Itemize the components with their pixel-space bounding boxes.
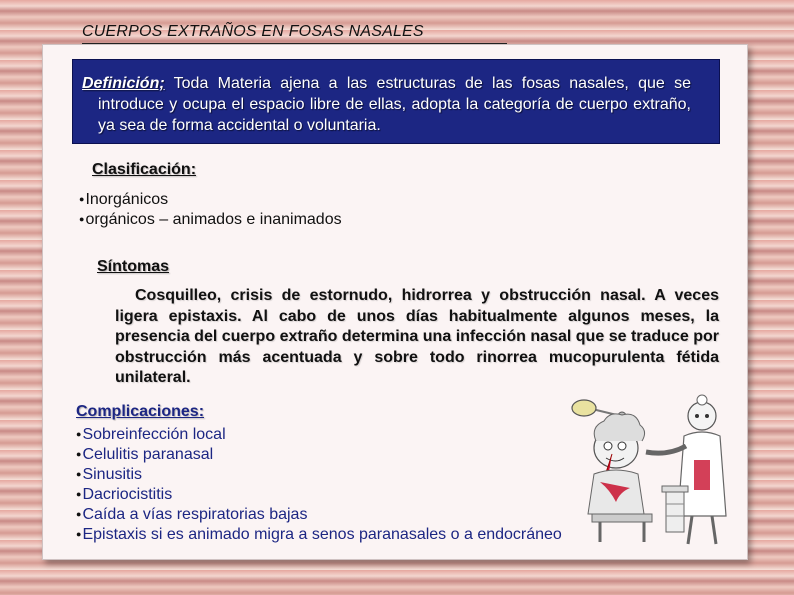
instrument-tray-icon	[662, 486, 688, 532]
patient-figure	[588, 414, 652, 542]
bullet-icon: ●	[76, 469, 82, 479]
list-item: ●Sinusitis	[76, 466, 143, 483]
complicaciones-list	[76, 424, 562, 544]
clasificacion-list	[79, 189, 342, 229]
list-item: ●orgánicos – animados e inanimados	[79, 211, 342, 228]
bullet-icon: ●	[79, 214, 85, 224]
list-item: ●Celulitis paranasal	[76, 446, 214, 463]
definition-label: Definición;	[82, 75, 165, 92]
list-item: ●Caída a vías respiratorias bajas	[76, 506, 308, 523]
clasificacion-heading: Clasificación:	[92, 161, 197, 178]
list-item: ●Dacriocistitis	[76, 486, 173, 503]
bullet-icon: ●	[76, 529, 82, 539]
definition-box	[72, 59, 720, 144]
bullet-icon: ●	[76, 509, 82, 519]
list-item: ●Inorgánicos	[79, 191, 169, 208]
doctor-patient-illustration	[566, 386, 738, 552]
slide-title: CUERPOS EXTRAÑOS EN FOSAS NASALES	[82, 23, 507, 45]
list-item: ●Sobreinfección local	[76, 426, 226, 443]
doctor-figure	[646, 395, 726, 544]
sintomas-heading: Síntomas	[97, 258, 170, 275]
list-item: ●Epistaxis si es animado migra a senos paranasales o a endocráneo	[76, 526, 562, 543]
definition-text: Toda Materia ajena a las estructuras de las fosas nasales, que se introduce y ocupa el espacio libre de ellas, adopta la categoría de cuerpo extraño, ya sea de forma accidental o voluntaria.	[98, 75, 691, 134]
bullet-icon: ●	[79, 194, 85, 204]
complicaciones-heading: Complicaciones:	[76, 403, 205, 420]
sintomas-text: Cosquilleo, crisis de estornudo, hidrorrea y obstrucción nasal. A veces ligera epistaxis. Al cabo de unos días habitualmente algunos meses, la presencia del cuerpo extraño determina una infección nasal que se traduce por obstrucción más acentuada y sobre todo rinorrea mucopurulenta fétida unilateral.	[115, 287, 719, 386]
bullet-icon: ●	[76, 449, 82, 459]
bullet-icon: ●	[76, 429, 82, 439]
definition-paragraph	[82, 73, 691, 136]
bullet-icon: ●	[76, 489, 82, 499]
